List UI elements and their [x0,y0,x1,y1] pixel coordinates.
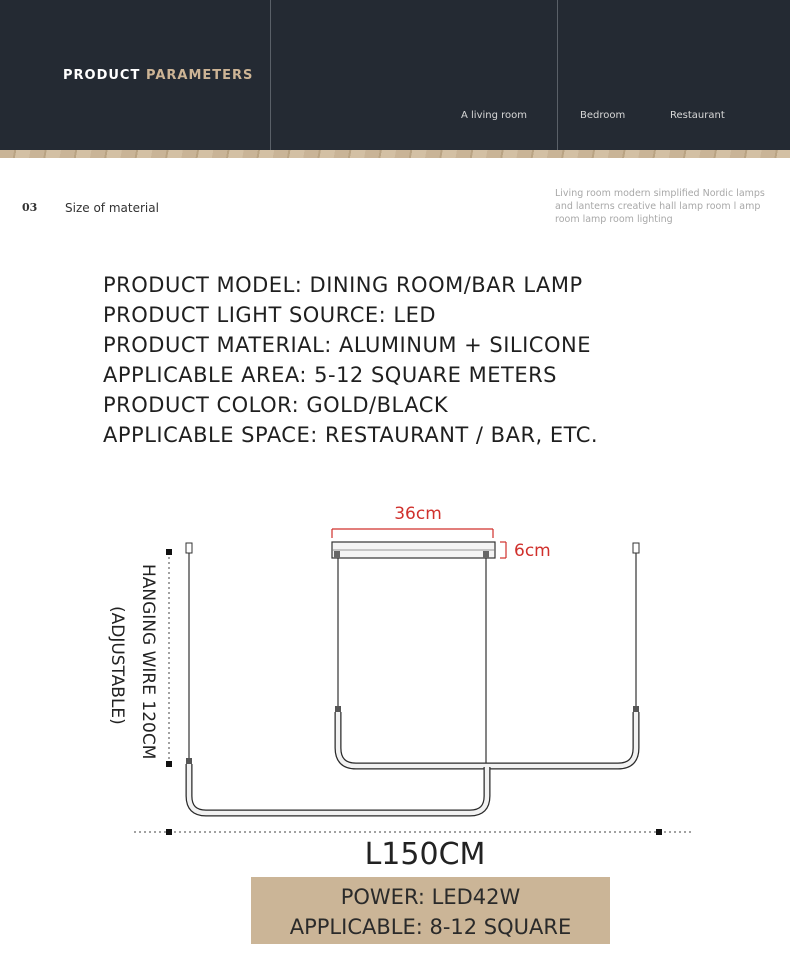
param-color: PRODUCT COLOR: GOLD/BLACK [103,393,449,417]
length-dimension [134,829,692,870]
wire-length-dimension [107,549,172,767]
header-title-product: PRODUCT [63,68,141,83]
header-banner [0,0,790,150]
param-model: PRODUCT MODEL: DINING ROOM/BAR LAMP [103,273,583,297]
header-divider [270,0,271,150]
param-material: PRODUCT MATERIAL: ALUMINUM + SILICONE [103,333,591,357]
param-area: APPLICABLE AREA: 5-12 SQUARE METERS [103,363,558,387]
lamp-dimension-diagram [0,480,790,870]
lamp-bar-upper [338,712,636,766]
power-line: POWER: LED42W [340,885,521,909]
power-info-box [251,877,610,944]
param-space: APPLICABLE SPACE: RESTAURANT / BAR, ETC. [103,423,599,447]
param-light-source: PRODUCT LIGHT SOURCE: LED [103,303,437,327]
width-dimension [332,504,493,538]
height-dimension [500,541,551,561]
tab-living-room[interactable]: A living room [461,110,528,121]
applicable-line: APPLICABLE: 8-12 SQUARE [289,915,572,939]
section-title: Size of material [65,201,159,215]
decorative-wood-strip [0,150,790,158]
header-divider [557,0,558,150]
tab-bedroom[interactable]: Bedroom [580,110,626,121]
wire-note: (ADJUSTABLE) [107,606,127,725]
parameter-list [103,270,598,450]
height-label: 6cm [514,541,551,561]
tab-restaurant[interactable]: Restaurant [670,110,725,121]
wire-label: HANGING WIRE 120CM [138,564,158,760]
lamp-bar-lower [189,764,487,813]
section-number: 03 [22,201,38,214]
length-label: L150CM [364,837,486,870]
section-description: Living room modern simplified Nordic lamps and lanterns creative hall lamp room l amp room lamp room lighting [555,188,765,225]
width-label: 36cm [394,504,442,524]
header-title-parameters: PARAMETERS [146,68,254,83]
